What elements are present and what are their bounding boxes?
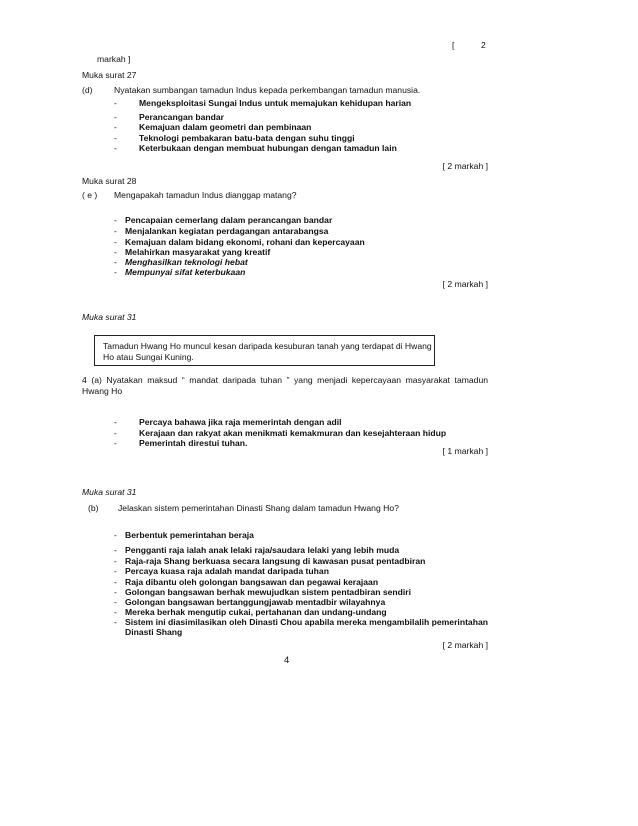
list-item: Berbentuk pemerintahan beraja [125, 530, 254, 540]
question-d: Nyatakan sumbangan tamadun Indus kepada perkembangan tamadun manusia. [114, 85, 421, 95]
bullet-dash: - [114, 607, 117, 617]
bullet-dash: - [114, 257, 117, 267]
list-item: Kemajuan dalam geometri dan pembinaan [139, 122, 312, 132]
page-ref-28: Muka surat 28 [82, 176, 137, 186]
bullet-dash: - [114, 530, 117, 540]
list-item: Percaya bahawa jika raja memerintah dengan adil [139, 417, 342, 427]
bullet-dash: - [114, 143, 117, 153]
bullet-dash: - [114, 237, 117, 247]
list-item: Mereka berhak mengutip cukai, pertahanan dan undang-undang [125, 607, 387, 617]
list-item: Mengeksploitasi Sungai Indus untuk memajukan kehidupan harian [139, 98, 412, 108]
list-item: Golongan bangsawan berhak mewujudkan sistem pentadbiran sendiri [125, 587, 412, 597]
list-item: Melahirkan masyarakat yang kreatif [125, 247, 271, 257]
list-item: Menjalankan kegiatan perdagangan antarabangsa [125, 226, 329, 236]
marks-e: [ 2 markah ] [442, 279, 488, 289]
bullet-dash: - [114, 226, 117, 236]
page-ref-31a: Muka surat 31 [82, 312, 137, 322]
list-item: Kemajuan dalam bidang ekonomi, rohani dan kepercayaan [125, 237, 365, 247]
bullet-dash: - [114, 428, 117, 438]
question-label-b: (b) [88, 503, 99, 513]
bullet-dash: - [114, 267, 117, 277]
bullet-dash: - [114, 133, 117, 143]
question-4a: 4 (a) Nyatakan maksud “ mandat daripada tuhan ” yang menjadi kepercayaan masyarakat tamadun Hwang Ho [82, 375, 488, 396]
header-mark-number: 2 [481, 40, 486, 50]
list-item: Perancangan bandar [139, 112, 225, 122]
list-item: Teknologi pembakaran batu-bata dengan suhu tinggi [139, 133, 355, 143]
bullet-dash: - [114, 556, 117, 566]
question-label-d: (d) [82, 85, 93, 95]
list-item: Golongan bangsawan bertanggungjawab mentadbir wilayahnya [125, 597, 386, 607]
list-item: Raja dibantu oleh golongan bangsawan dan pegawai kerajaan [125, 577, 379, 587]
page-number: 4 [284, 655, 290, 666]
list-item-continued: Dinasti Shang [125, 627, 183, 637]
list-item: Menghasilkan teknologi hebat [125, 257, 248, 267]
header-bracket: [ [452, 40, 455, 50]
question-e: Mengapakah tamadun Indus dianggap matang? [114, 190, 297, 200]
bullet-dash: - [114, 545, 117, 555]
list-item: Keterbukaan dengan membuat hubungan dengan tamadun lain [139, 143, 397, 153]
info-box-text: Tamadun Hwang Ho muncul kesan daripada kesuburan tanah yang terdapat di Hwang Ho atau Sungai Kuning. [103, 341, 432, 362]
bullet-dash: - [114, 566, 117, 576]
list-item: Mempunyai sifat keterbukaan [125, 267, 246, 277]
question-label-e: ( e ) [82, 190, 98, 200]
page-ref-27: Muka surat 27 [82, 70, 137, 80]
marks-4a: [ 1 markah ] [442, 446, 488, 456]
list-item: Raja-raja Shang berkuasa secara langsung di kawasan pusat pentadbiran [125, 556, 426, 566]
marks-b: [ 2 markah ] [442, 640, 488, 650]
bullet-dash: - [114, 98, 117, 108]
bullet-dash: - [114, 247, 117, 257]
page-ref-31b: Muka surat 31 [82, 487, 137, 497]
list-item: Pemerintah direstui tuhan. [139, 438, 248, 448]
bullet-dash: - [114, 587, 117, 597]
list-item: Kerajaan dan rakyat akan menikmati kemakmuran dan kesejahteraan hidup [139, 428, 447, 438]
bullet-dash: - [114, 617, 117, 627]
marks-d: [ 2 markah ] [442, 161, 488, 171]
bullet-dash: - [114, 438, 117, 448]
info-box [94, 335, 435, 366]
bullet-dash: - [114, 577, 117, 587]
bullet-dash: - [114, 597, 117, 607]
list-item: Percaya kuasa raja adalah mandat daripada tuhan [125, 566, 329, 576]
bullet-dash: - [114, 122, 117, 132]
list-item: Pencapaian cemerlang dalam perancangan bandar [125, 215, 333, 225]
list-item: Sistem ini diasimilasikan oleh Dinasti Chou apabila mereka mengambilalih pemerintahan [125, 617, 488, 627]
bullet-dash: - [114, 112, 117, 122]
question-b: Jelaskan sistem pemerintahan Dinasti Shang dalam tamadun Hwang Ho? [118, 503, 399, 513]
list-item: Pengganti raja ialah anak lelaki raja/saudara lelaki yang lebih muda [125, 545, 400, 555]
bullet-dash: - [114, 417, 117, 427]
header-mark-word: markah ] [97, 54, 131, 64]
bullet-dash: - [114, 215, 117, 225]
